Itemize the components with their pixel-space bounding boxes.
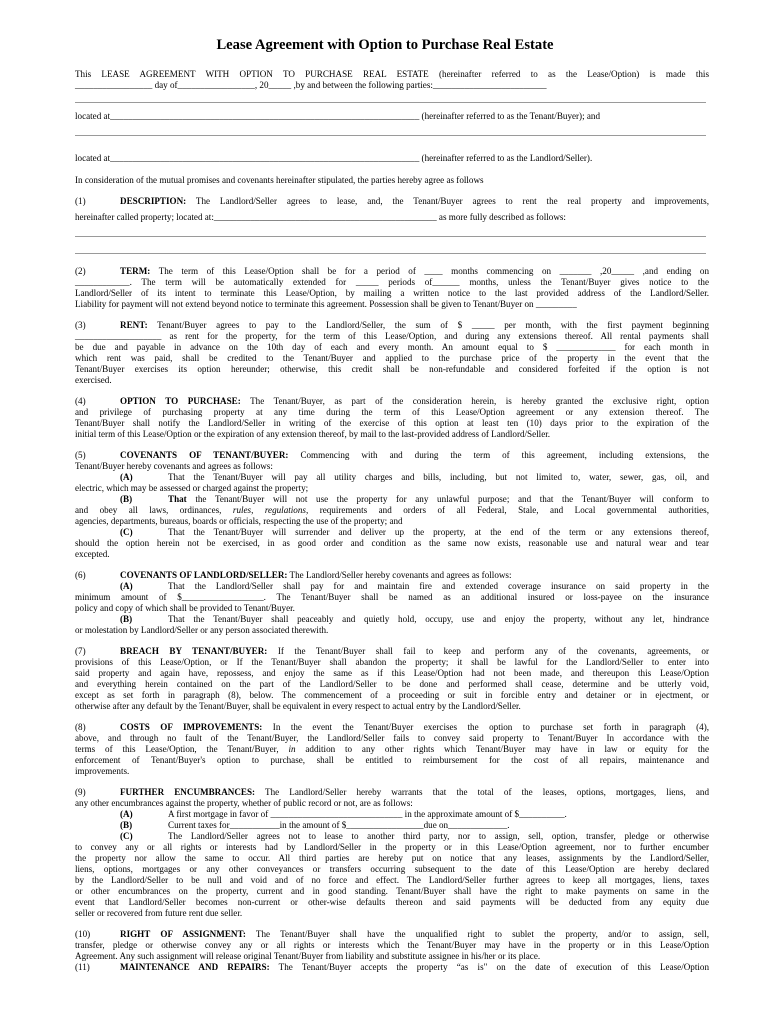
section-text: which rent was paid, shall be credited to the Tenant/Buyer and applied to the purchase price of the property in the event that the [75,353,709,363]
section-text: Tenant/Buyer exercises its option hereunder; otherwise, this credit shall be non-refundable and considered forfeited if the option is not [75,364,709,374]
section-heading: COSTS OF IMPROVEMENTS: [120,722,263,732]
section-text: or other encumbrances on the property, current and in good standing. Tenant/Buyer shall have the right to make payments on same in the [75,886,709,896]
section-tenant-covenants: (5) COVENANTS OF TENANT/BUYER: Commencing with and during the term of this agreement, including extensions, the [75,450,709,460]
section-heading: OPTION TO PURCHASE: [120,396,241,406]
section-right-of-assignment: (10) RIGHT OF ASSIGNMENT: The Tenant/Buyer shall have the unqualified right to sublet the property, and/or to assign, sell, [75,929,709,939]
clause-label: (A) [120,809,133,819]
clause-b: (B) Current taxes for___________in the amount of $_________________due on_____________. [120,820,510,830]
clause-label: (B) [120,820,133,830]
section-text: seller or recovered from future rent due seller. [75,908,243,918]
section-text: exercised. [75,375,112,385]
section-rent: (3) RENT: Tenant/Buyer agrees to pay to the Landlord/Seller, the sum of $ _____ per month, with the first payment beginning [75,320,709,330]
section-text: provisions of this Lease/Option, or If the Tenant/Buyer shall abandon the property; it shall be lawful for the Landlord/Seller to enter into [75,657,709,667]
section-heading: COVENANTS OF LANDLORD/SELLER: [120,570,288,580]
section-costs-of-improvements: (8) COSTS OF IMPROVEMENTS: In the event the Tenant/Buyer exercises the option to purchase set forth in paragraph (4), [75,722,709,732]
section-number: (3) [75,320,86,330]
section-number: (9) [75,787,86,797]
section-text: above, and through no fault of the Tenant/Buyer, the Landlord/Seller fails to convey said property to Tenant/Buyer In accordance with the [75,733,709,743]
section-text: said property and again have, repossess, and enjoy the same as if this Lease/Option had not been made, and thereupon this Lease/Option [75,668,709,678]
intro-date-line: _________________ day of_________________, 20_____ ,by and between the following parties:_________________________ [75,80,547,90]
clause-c: (C) The Landlord/Seller agrees not to lease to another third party, nor to assign, sell, option, transfer, pledge or otherwise [120,831,709,841]
section-maintenance-and-repairs: (11) MAINTENANCE AND REPAIRS: The Tenant/Buyer accepts the property “as is" on the date of execution of this Lease/Option [75,962,709,972]
section-text: or molestation by Landlord/Seller or any person associated therewith. [75,625,329,635]
section-text: Agreement. Any such assignment will release original Tenant/Buyer from liability and substitute assignee in his/her or its place. [75,951,541,961]
section-text: initial term of this Lease/Option or the expiration of any extension thereof, by mail to the last-provided address of Landlord/Seller. [75,429,551,439]
clause-label: (B) [120,614,133,624]
section-text: and privilege of purchasing property at any time during the term of this Lease/Option agreement or any extension thereof. The [75,407,709,417]
blank-rule [75,135,706,136]
section-term: (2) TERM: The term of this Lease/Option shall be for a period of ____ months commencing on _______ ,20_____ ,and ending on [75,266,709,276]
section-description: (1) DESCRIPTION: The Landlord/Seller agrees to lease, and, the Tenant/Buyer agrees to rent the real property and improvements, [75,196,709,206]
section-text: excepted. [75,549,110,559]
section-text: otherwise after any default by the Tenant/Buyer, shall be equivalent in every respect to actual entry by the Landlord/Seller. [75,701,521,711]
section-number: (8) [75,722,86,732]
section-option-to-purchase: (4) OPTION TO PURCHASE: The Tenant/Buyer, as part of the consideration herein, is hereby granted the exclusive right, option [75,396,710,406]
section-text: and everything herein contained on the part of the Landlord/Seller to be done and performed shall cease, determine and be utterly void, [75,679,709,689]
section-text: the property nor allow the same to occur. All third parties are hereby put on notice that any leases, assignments by the Landlord/Seller, [75,853,709,863]
section-number: (4) [75,396,86,406]
section-text: transfer, pledge or otherwise convey any or all rights or interests which the Tenant/Buyer may have in the property or in this Lease/Option [75,940,709,950]
clause-a: (A) That the Landlord/Seller shall pay for and maintain fire and extended coverage insurance on said property in the [120,581,709,591]
section-number: (2) [75,266,86,276]
clause-label: (A) [120,472,133,482]
section-text: ____________. The term will be automatically extended for _____ periods of______ months, unless the Tenant/Buyer gives notice to the [75,277,709,287]
section-heading: RIGHT OF ASSIGNMENT: [120,929,246,939]
section-text: to convey any or all rights or interests had by Landlord/Seller in the property or in this Lease/Option agreement, nor to further encumber [75,842,709,852]
clause-a: (A) A first mortgage in favor of _____________________________ in the approximate amount of $__________. [120,809,567,819]
section-text: by the Landlord/Seller to be null and void and of no force and effect. The Landlord/Seller further agrees to keep all mortgages, liens, taxes [75,875,709,885]
section-text: Landlord/Seller of its intent to terminate this Lease/Option, by mailing a written notice to the last provided address of the Landlord/Seller. [75,288,709,298]
section-text: Liability for payment will not extend beyond notice to terminate this agreement. Possession shall be given to Tenant/Buyer on _________ [75,299,577,309]
section-number: (6) [75,570,86,580]
section-text: Tenant/Buyer hereby covenants and agrees as follows: [75,461,273,471]
section-heading: TERM: [120,266,151,276]
section-number: (7) [75,646,86,656]
section-breach: (7) BREACH BY TENANT/BUYER: If the Tenant/Buyer shall fail to keep and perform any of the covenants, agreements, or [75,646,709,656]
section-text: liens, options, mortgages or any other conveyances or transfers occurring subsequent to the date of this Lease/Option are hereby declared [75,864,709,874]
section-text: event that Landlord/Seller becomes non-current or other-wise defaults thereon and said payments will be deducted from any equity due [75,897,709,907]
section-heading: DESCRIPTION: [120,196,187,206]
section-text: policy and copy of which shall be provided to Tenant/Buyer. [75,603,295,613]
section-number: (11) [75,962,90,972]
landlord-location-line: located at____________________________________________________________________ (hereinafter referred to as the Landlord/Seller). [75,153,593,163]
section-text: enforcement of Tenant/Buyer's option to purchase, shall be entitled to reimbursement for the cost of all repairs, maintenance and [75,755,709,765]
intro-line: This LEASE AGREEMENT WITH OPTION TO PURCHASE REAL ESTATE (hereinafter referred to as the Lease/Option) is made this [75,69,709,79]
section-heading: FURTHER ENCUMBRANCES: [120,787,256,797]
blank-rule [75,236,706,237]
section-landlord-covenants: (6) COVENANTS OF LANDLORD/SELLER: The Landlord/Seller hereby covenants and agrees as follows: [75,570,512,580]
section-text: terms of this Lease/Option, the Tenant/Buyer, in addition to any other rights which Tenant/Buyer may have in law or equity for the [75,744,709,754]
section-text: Tenant/Buyer shall notify the Landlord/Seller in writing of the exercise of this option at least ten (10) days prior to the expiration of the [75,418,709,428]
document-title: Lease Agreement with Option to Purchase Real Estate [216,37,554,53]
section-text: and obey all laws, ordinances, rules, regulations, requirements and orders of all Federal, Stale, and Local governmental authorities, [75,505,709,515]
clause-label: (B) [120,494,133,504]
section-text: be due and payable in advance on the 10th day of each and every month. An amount equal to $ _____________ for each month in [75,342,709,352]
clause-b: (B) That the Tenant/Buyer shall peaceably and quietly hold, occupy, use and enjoy the property, without any let, hindrance [120,614,709,624]
clause-label: (C) [120,527,133,537]
section-heading: COVENANTS OF TENANT/BUYER: [120,450,289,460]
clause-b: (B) That the Tenant/Buyer will not use the property for any unlawful purpose; and that the Tenant/Buyer will conform to [120,494,709,504]
clause-label: (C) [120,831,133,841]
consideration-line: In consideration of the mutual promises and covenants hereinafter stipulated, the parties hereby agree as follows [75,175,484,185]
section-further-encumbrances: (9) FURTHER ENCUMBRANCES: The Landlord/Seller hereby warrants that the total of the leases, options, mortgages, liens, and [75,787,709,797]
section-text: improvements. [75,766,130,776]
section-text: should the option herein not be exercised, in as good order and condition as the same now exists, reasonable use and natural wear and tear [75,538,709,548]
section-text: ___________________ as rent for the property, for the term of this Lease/Option, and during any extensions thereof. All rental payments shall [75,331,709,341]
section-text: hereinafter called property; located at:_________________________________________________ as more fully described as follows: [75,212,566,222]
clause-a: (A) That the Tenant/Buyer will pay all utility charges and bills, including, but not limited to, water, sewer, gas, oil, and [120,472,709,482]
section-number: (10) [75,929,91,939]
section-heading: RENT: [120,320,148,330]
blank-rule [75,253,706,254]
tenant-location-line: located at____________________________________________________________________ (hereinafter referred to as the Tenant/Buyer); and [75,111,601,121]
section-heading: MAINTENANCE AND REPAIRS: [120,962,270,972]
blank-rule [75,102,706,103]
clause-label: (A) [120,581,133,591]
section-text: agencies, departments, bureaus, boards or officials, respecting the use of the property; and [75,516,403,526]
section-text: except as set forth in paragraph (8), below. The commencement of a proceeding or suit in forcible entry and detainer or in ejectment, or [75,690,709,700]
section-text: electric, which may be assessed or charged against the property; [75,483,309,493]
section-heading: BREACH BY TENANT/BUYER: [120,646,268,656]
section-number: (1) [75,196,86,206]
section-number: (5) [75,450,86,460]
clause-c: (C) That the Tenant/Buyer will surrender and deliver up the property, at the end of the term or any extensions thereof, [120,527,709,537]
section-text: minimum amount of $__________________. The Tenant/Buyer shall be named as an additional insured or loss-payee on the insurance [75,592,709,602]
section-text: any other encumbrances against the property, whether of public record or not, are as follows: [75,798,413,808]
